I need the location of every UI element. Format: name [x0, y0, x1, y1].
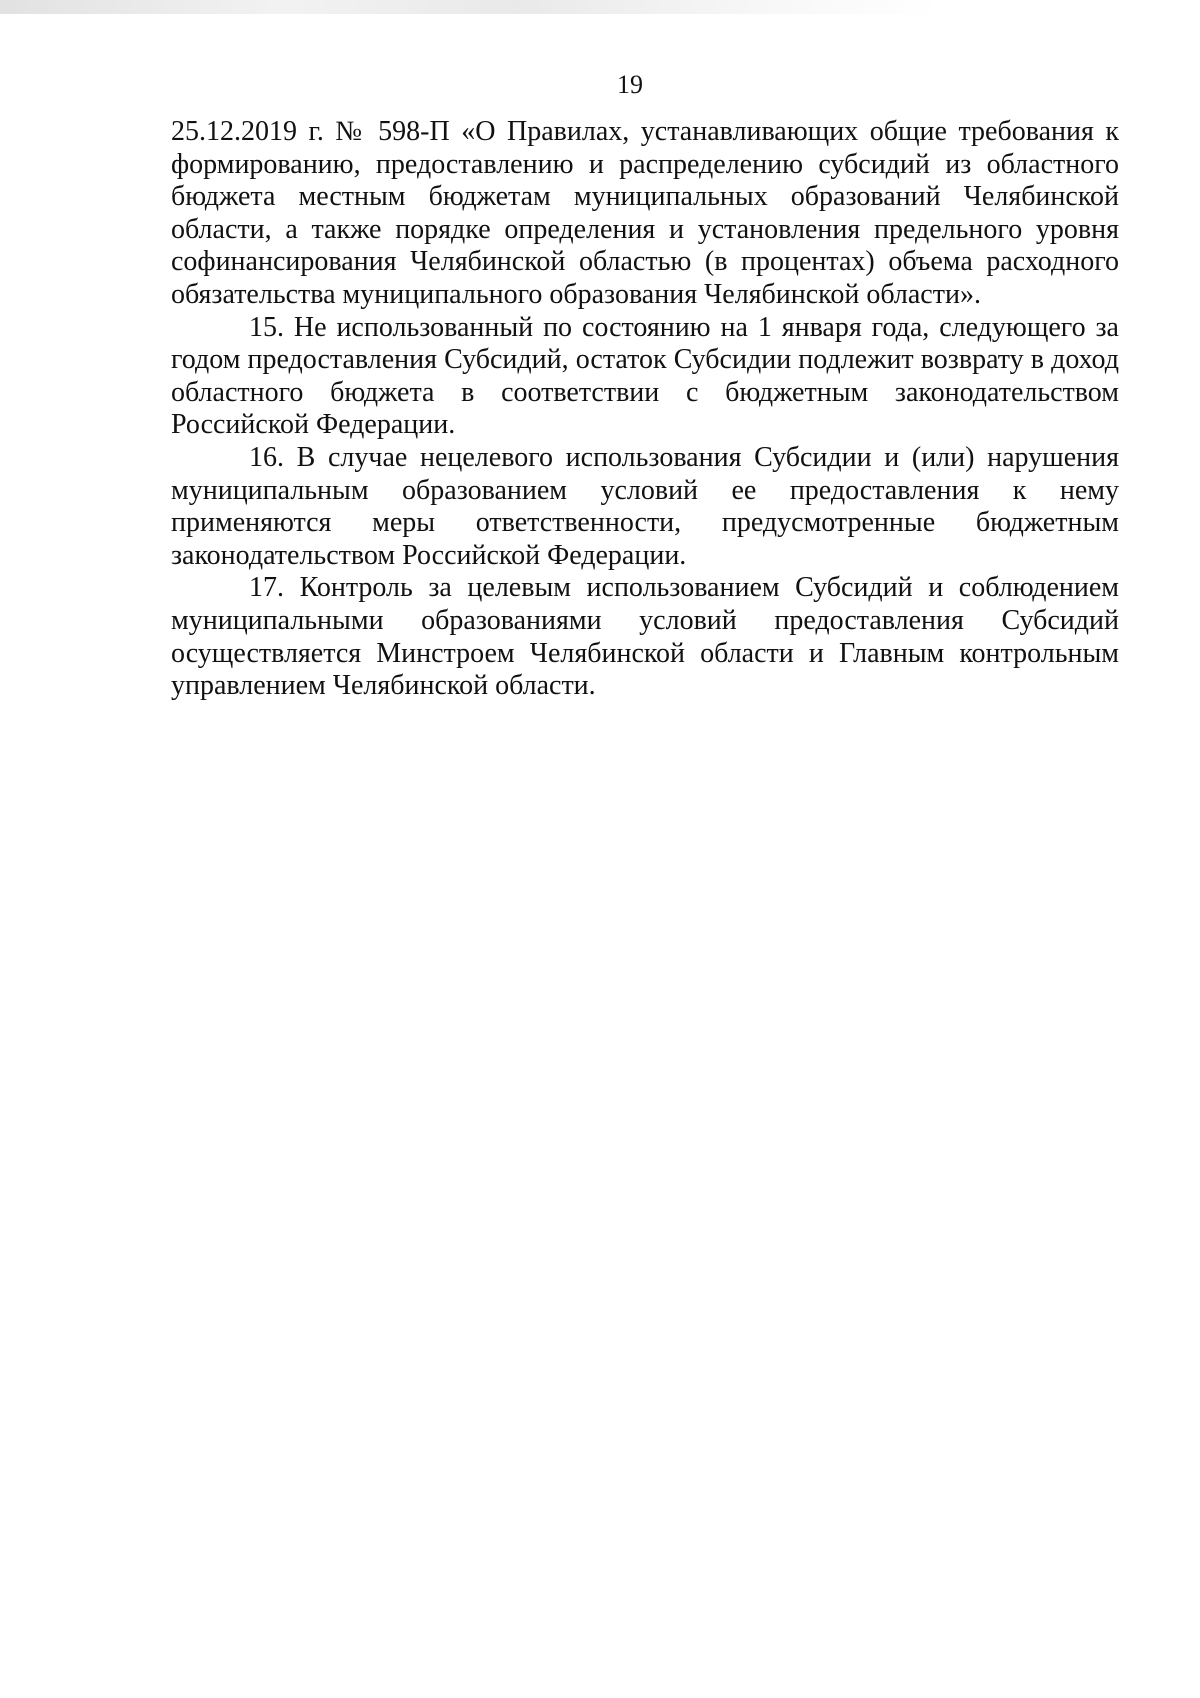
paragraph-16: 16. В случае нецелевого использования Субсидии и (или) нарушения муниципальным образованием условий ее предоставления к нему применяются меры ответственности, предусмотренные бюджетным законодательством Российской Федерации.: [171, 441, 1119, 571]
document-body: [171, 116, 1119, 703]
paragraph-15: 15. Не использованный по состоянию на 1 января года, следующего за годом предоставления Субсидий, остаток Субсидии подлежит возврату в доход областного бюджета в соответствии с бюджетным законодательством Российской Федерации.: [171, 311, 1119, 441]
paragraph-continuation: 25.12.2019 г. № 598-П «О Правилах, устанавливающих общие требования к формированию, предоставлению и распределению субсидий из областного бюджета местным бюджетам муниципальных образований Челябинской области, а также порядке определения и установления предельного уровня софинансирования Челябинской областью (в процентах) объема расходного обязательства муниципального образования Челябинской области».: [171, 116, 1119, 310]
paragraph-17: 17. Контроль за целевым использованием Субсидий и соблюдением муниципальными образованиями условий предоставления Субсидий осуществляется Минстроем Челябинской области и Главным контрольным управлением Челябинской области.: [171, 572, 1119, 702]
scan-edge-artifact: [0, 0, 940, 14]
page-number: 19: [617, 70, 643, 99]
